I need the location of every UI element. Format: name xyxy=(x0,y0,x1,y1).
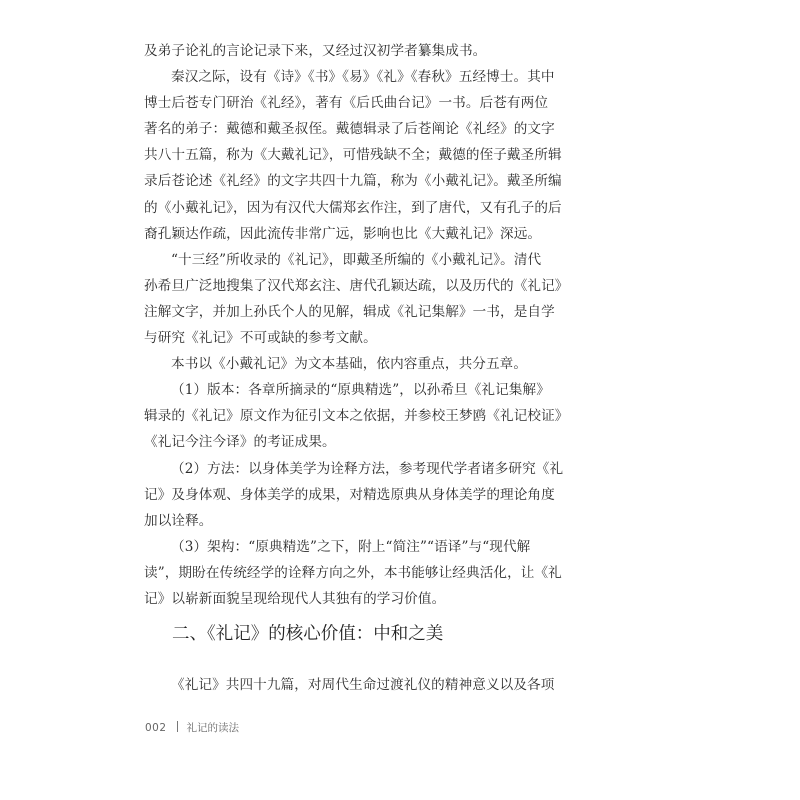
text-line: 加以诠释。 xyxy=(144,512,213,529)
text-line: 《礼记》共四十九篇，对周代生命过渡礼仪的精神意义以及各项 xyxy=(171,677,555,693)
text-line: 秦汉之际，设有《诗》《书》《易》《礼》《春秋》五经博士。其中 xyxy=(171,69,555,86)
footer-divider xyxy=(177,721,178,732)
text-line: “十三经”所收录的《礼记》，即戴圣所编的《小戴礼记》。清代 xyxy=(171,251,542,268)
text-line: 及弟子论礼的言论记录下来，又经过汉初学者纂集成书。 xyxy=(144,43,487,59)
text-line: 孙希旦广泛地搜集了汉代郑玄注、唐代孔颖达疏，以及历代的《礼记》 xyxy=(144,277,569,294)
text-line: 记》以崭新面貌呈现给现代人其独有的学习价值。 xyxy=(144,590,446,607)
text-line: 博士后苍专门研治《礼经》，著有《后氏曲台记》一书。后苍有两位 xyxy=(144,95,549,112)
text-line: 的《小戴礼记》，因为有汉代大儒郑玄作注，到了唐代，又有孔子的后 xyxy=(144,199,562,216)
page-number: 002 xyxy=(145,722,167,734)
text-line: 著名的弟子：戴德和戴圣叔侄。戴德辑录了后苍阐论《礼经》的文字 xyxy=(144,121,555,138)
text-line: 辑录的《礼记》原文作为征引文本之依据，并参校王梦鸥《礼记校证》 xyxy=(144,408,569,425)
book-title: 礼记的读法 xyxy=(186,722,240,734)
section-heading: 二、《礼记》的核心价值：中和之美 xyxy=(172,624,444,644)
page-footer xyxy=(145,721,239,735)
text-line: 录后苍论述《礼经》的文字共四十九篇，称为《小戴礼记》。戴圣所编 xyxy=(144,173,562,190)
text-line: 注解文字，并加上孙氏个人的见解，辑成《礼记集解》一书，是自学 xyxy=(144,303,555,320)
text-line: 共八十五篇，称为《大戴礼记》，可惜残缺不全；戴德的侄子戴圣所辑 xyxy=(144,147,562,164)
text-line: 与研究《礼记》不可或缺的参考文献。 xyxy=(144,330,377,347)
text-line: （3）架构：“原典精选”之下，附上“简注”“语译”与“现代解 xyxy=(171,538,531,555)
text-line: 记》及身体观、身体美学的成果，对精选原典从身体美学的理论角度 xyxy=(144,486,555,503)
text-line: 裔孔颖达作疏，因此流传非常广远，影响也比《大戴礼记》深远。 xyxy=(144,225,542,242)
text-line: 读”，期盼在传统经学的诠释方向之外，本书能够让经典活化，让《礼 xyxy=(144,564,562,581)
text-line: 本书以《小戴礼记》为文本基础，依内容重点，共分五章。 xyxy=(171,356,528,373)
text-line: 《礼记今注今译》的考证成果。 xyxy=(144,434,336,451)
body-text xyxy=(144,38,569,612)
text-line: （1）版本：各章所摘录的“原典精选”，以孙希旦《礼记集解》 xyxy=(171,382,550,399)
text-line: （2）方法：以身体美学为诠释方法，参考现代学者诸多研究《礼 xyxy=(171,460,564,477)
